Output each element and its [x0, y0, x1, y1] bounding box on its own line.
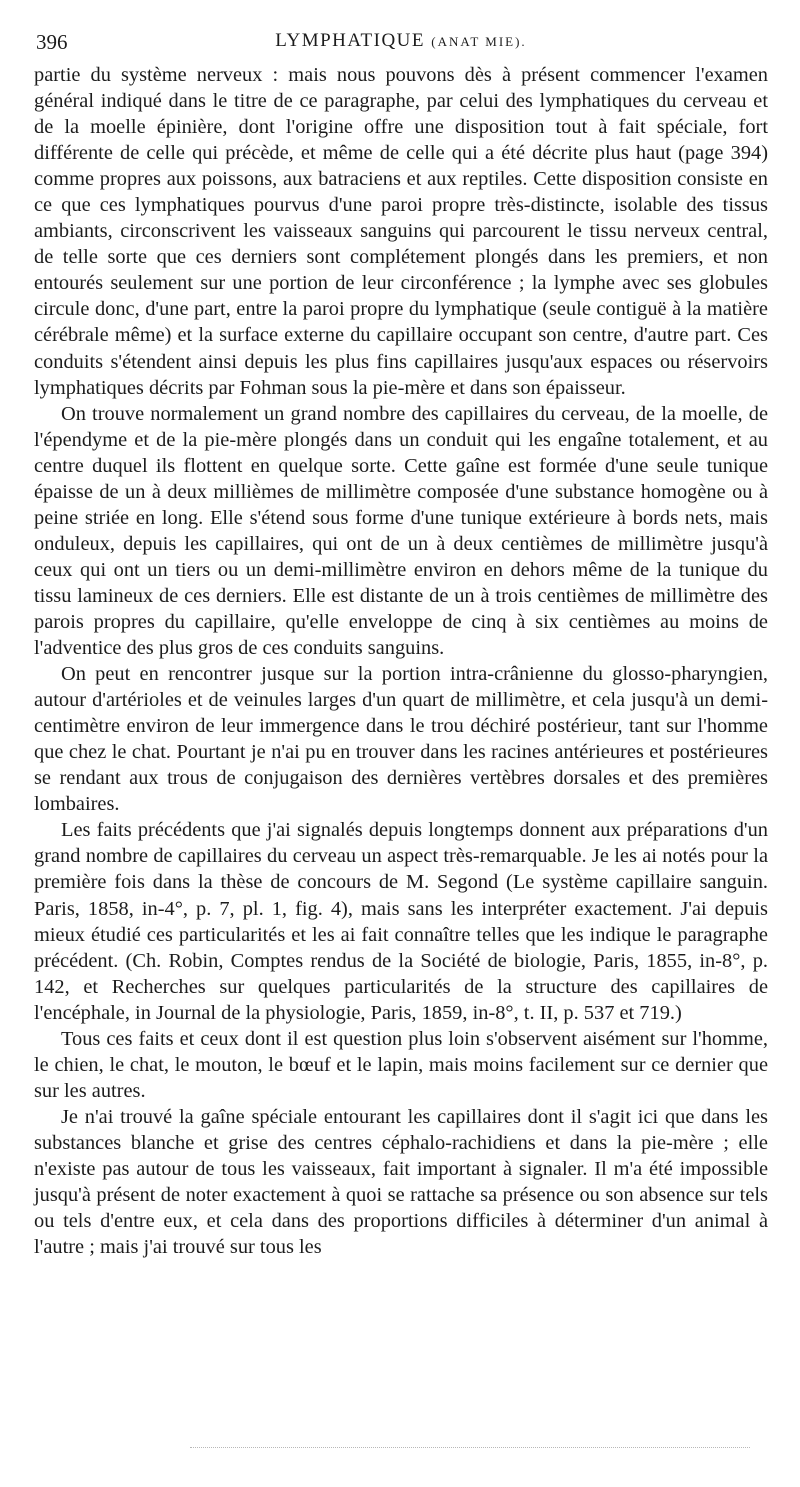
running-title-main: LYMPHATIQUE: [275, 30, 426, 51]
paragraph-4: Les faits précédents que j'ai signalés depuis longtemps donnent aux préparations d'un grand nombre de capillaires du cerveau un aspect très-remarquable. Je les ai notés pour la première fois dans la thèse de concours de M. Segond (Le système capillaire sanguin. Paris, 1858, in-4°, p. 7, pl. 1, fig. 4), mais sans les interpréter exactement. J'ai depuis mieux étudié ces particularités et les ai fait connaître telles que les indique le paragraphe précédent. (Ch. Robin, Comptes rendus de la Société de biologie, Paris, 1855, in-8°, p. 142, et Recherches sur quelques particularités de la structure des capillaires de l'encéphale, in Journal de la physiologie, Paris, 1859, in-8°, t. II, p. 537 et 719.): [34, 819, 768, 1024]
paragraph-1: partie du système nerveux : mais nous pouvons dès à présent commencer l'examen général indiqué dans le titre de ce paragraphe, par celui des lymphatiques du cerveau et de la moelle épinière, dont l'origine offre une disposition tout à fait spéciale, fort différente de celle qui précède, et même de celle qui a été décrite plus haut (page 394) comme propres aux poissons, aux batraciens et aux reptiles. Cette disposition consiste en ce que ces lymphatiques pourvus d'une paroi propre très-distincte, isolable des tissus ambiants, circonscrivent les vaisseaux sanguins qui parcourent le tissu nerveux central, de telle sorte que ces derniers sont complétement plongés dans les premiers, et non entourés seulement sur une portion de leur circonférence ; la lymphe avec ses globules circule donc, d'une part, entre la paroi propre du lymphatique (seule contiguë à la matière cérébrale même) et la surface externe du capillaire occupant son centre, d'autre part. Ces conduits s'étendent ainsi depuis les plus fins capillaires jusqu'aux espaces ou réservoirs lymphatiques décrits par Fohman sous la pie-mère et dans son épaisseur.: [34, 64, 768, 399]
page-header: [36, 30, 766, 56]
paragraph-5: Tous ces faits et ceux dont il est question plus loin s'observent aisément sur l'homme, le chien, le chat, le mouton, le bœuf et le lapin, mais moins facilement sur ce dernier que sur les autres.: [34, 1027, 768, 1102]
running-title: [36, 30, 766, 52]
footer-dotted-rule: [190, 1447, 750, 1448]
body-text: [34, 62, 768, 1260]
page-number: 396: [36, 30, 68, 54]
paragraph-2: On trouve normalement un grand nombre des capillaires du cerveau, de la moelle, de l'épendyme et de la pie-mère plongés dans un conduit qui les engaîne totalement, et au centre duquel ils flottent en quelque sorte. Cette gaîne est formée d'une seule tunique épaisse de un à deux millièmes de millimètre composée d'une substance homogène ou à peine striée en long. Elle s'étend sous forme d'une tunique extérieure à bords nets, mais onduleux, depuis les capillaires, qui ont de un à deux centièmes de millimètre jusqu'à ceux qui ont un tiers ou un demi-millimètre environ en dehors même de la tunique du tissu lamineux de ces derniers. Elle est distante de un à trois centièmes de millimètre des parois propres du capillaire, qu'elle enveloppe de cinq à six centièmes au moins de l'adventice des plus gros de ces conduits sanguins.: [34, 402, 768, 660]
paragraph-3: On peut en rencontrer jusque sur la portion intra-crânienne du glosso-pharyngien, autour d'artérioles et de veinules larges d'un quart de millimètre, et cela jusqu'à un demi-centimètre environ de leur immergence dans le trou déchiré postérieur, tant sur l'homme que chez le chat. Pourtant je n'ai pu en trouver dans les racines antérieures et postérieures se rendant aux trous de conjugaison des dernières vertèbres dorsales et des premières lombaires.: [34, 663, 768, 816]
running-title-sub: (ANAT MIE).: [431, 34, 527, 49]
paragraph-6: Je n'ai trouvé la gaîne spéciale entourant les capillaires dont il s'agit ici que dans les substances blanche et grise des centres céphalo-rachidiens et dans la pie-mère ; elle n'existe pas autour de tous les vaisseaux, fait important à signaler. Il m'a été impossible jusqu'à présent de noter exactement à quoi se rattache sa présence ou son absence sur tels ou tels d'entre eux, et cela dans des proportions difficiles à déterminer d'un animal à l'autre ; mais j'ai trouvé sur tous les: [34, 1105, 768, 1259]
